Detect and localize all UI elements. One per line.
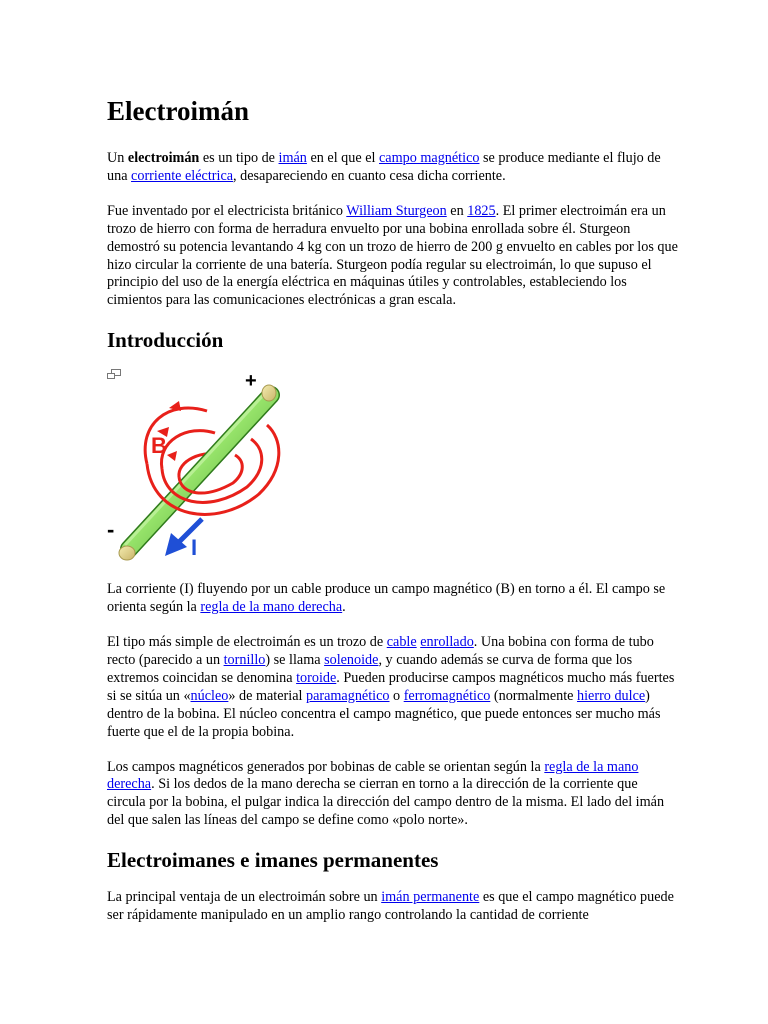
link-iman[interactable]: imán [278, 150, 307, 166]
introduccion-paragraph-1: El tipo más simple de electroimán es un trozo de cable enrollado. Una bobina con forma de tubo recto (parecido a un tornillo) se llama solenoide, y cuando además se curva de forma que los extremos coincidan se denomina toroide. Pueden producirse campos magnéticos mucho más fuertes si se sitúa un «núcleo» de material paramagnético o ferromagnético (normalmente hierro dulce) dentro de la bobina. El núcleo concentra el campo magnético, que puede entonces ser mucho más fuerte que el de la propia bobina. [107, 634, 675, 740]
electroimanes-paragraph-1: La principal ventaja de un electroimán sobre un imán permanente es que el campo magnético puede ser rápidamente manipulado en un amplio rango controlando la cantidad de corriente [107, 889, 674, 924]
introduccion-paragraph-2: Los campos magnéticos generados por bobinas de cable se orientan según la regla de la mano derecha. Si los dedos de la mano derecha se cierran en torno a la dirección de la corriente que circula por la bobina, el pulgar indica la dirección del campo dentro de la misma. El lado del imán del que salen las líneas del campo se define como «polo norte». [107, 758, 665, 829]
article-content [107, 94, 679, 942]
link-cable[interactable]: cable [386, 634, 417, 651]
enlarge-icon[interactable] [107, 369, 121, 379]
link-toroide[interactable]: toroide [296, 669, 337, 686]
link-regla-mano-derecha[interactable]: regla de la mano derecha [200, 599, 343, 616]
link-corriente-electrica[interactable]: corriente eléctrica [131, 167, 234, 184]
link-paramagnetico[interactable]: paramagnético [305, 687, 390, 704]
link-campo-magnetico[interactable]: campo magnético [379, 150, 480, 166]
link-tornillo[interactable]: tornillo [223, 651, 266, 668]
link-solenoide[interactable]: solenoide [324, 651, 379, 668]
plus-label: + [245, 370, 257, 393]
wire-field-diagram [107, 369, 307, 574]
figure-caption: La corriente (I) fluyendo por un cable produce un campo magnético (B) en torno a él. El campo se orienta según la regla de la mano derecha. [107, 581, 666, 616]
link-nucleo[interactable]: núcleo [190, 687, 229, 704]
intro-paragraph-1: Un electroimán es un tipo de imán en el que el campo magnético se produce mediante el flujo de una corriente eléctrica, desapareciendo en cuanto cesa dicha corriente. [107, 150, 661, 184]
link-william-sturgeon[interactable]: William Sturgeon [346, 202, 447, 219]
wire-end-bottom [119, 546, 135, 560]
section-heading-introduccion: Introducción [107, 328, 224, 353]
wire [119, 385, 276, 560]
link-ferromagnetico[interactable]: ferromagnético [403, 687, 491, 704]
page-title: Electroimán [107, 96, 249, 126]
current-label: I [191, 535, 198, 561]
term-electroiman: electroimán [127, 150, 200, 166]
intro-paragraph-2: Fue inventado por el electricista británico William Sturgeon en 1825. El primer electroimán era un trozo de hierro con forma de herradura envuelto por una bobina enrollada sobre él. Sturgeon demostró su potencia levantando 4 kg con un trozo de hierro de 200 g envuelto en cables por los que hizo circular la corriente de una batería. Sturgeon podía regular su electroimán, lo que supuso el principio del uso de la energía eléctrica en máquinas útiles y controlables, estableciendo los cimientos para las comunicaciones electrónicas a gran escala. [107, 202, 678, 309]
minus-label: - [107, 517, 115, 543]
link-regla-mano-derecha-2[interactable]: regla de la mano derecha [107, 758, 639, 793]
link-iman-permanente[interactable]: imán permanente [381, 889, 480, 906]
link-enrollado[interactable]: enrollado [420, 634, 474, 651]
field-label: B [151, 433, 167, 459]
link-hierro-dulce[interactable]: hierro dulce [577, 687, 646, 704]
section-heading-electroimanes: Electroimanes e imanes permanentes [107, 848, 439, 873]
link-1825[interactable]: 1825 [467, 202, 496, 219]
electromagnet-figure [107, 369, 307, 574]
wire-end-top [262, 385, 276, 401]
